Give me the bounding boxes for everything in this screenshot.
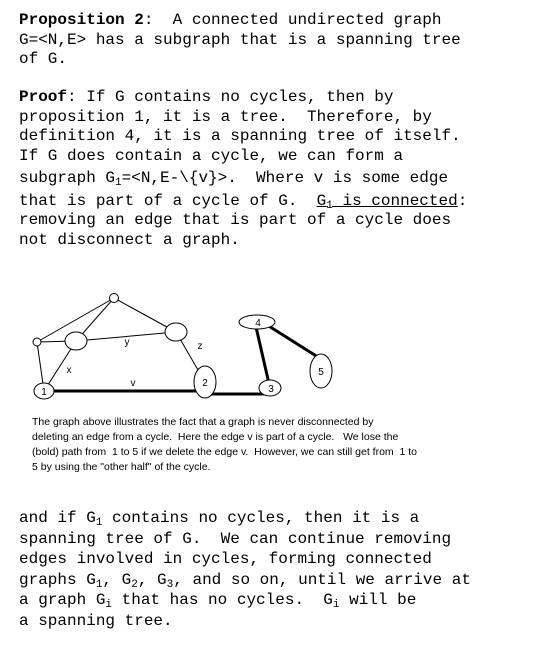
- edge-bold-4-5: [264, 323, 321, 359]
- node-label-2: 2: [202, 378, 208, 389]
- conclusion-text: , and so on, until we arrive at: [173, 570, 471, 589]
- conclusion-line-3: edges involved in cycles, forming connected: [19, 550, 432, 568]
- edge-label-y: y: [124, 337, 130, 348]
- conclusion-text: , G: [102, 570, 132, 589]
- proposition-line-2: G=<N,E> has a subgraph that is a spanning tree: [19, 30, 461, 49]
- proof-line-6: [19, 192, 539, 212]
- proof-text: that is part of a cycle of G.: [19, 191, 317, 210]
- edge-label-v: v: [130, 378, 136, 389]
- figure-caption: [32, 415, 492, 475]
- caption-line: (bold) path from 1 to 5 if we delete the edge v. However, we can still get from 1 to: [32, 446, 417, 458]
- caption-line: deleting an edge from a cycle. Here the edge v is part of a cycle. We lose the: [32, 431, 399, 443]
- proof-line-3: definition 4, it is a spanning tree of itself.: [19, 127, 461, 145]
- proof-line-2: proposition 1, it is a tree. Therefore, by: [19, 107, 432, 126]
- proof-text: G: [316, 191, 327, 210]
- proof-block: [19, 88, 539, 250]
- node-mid: [65, 332, 87, 350]
- node-left: [33, 338, 41, 346]
- conclusion-line-2: spanning tree of G. We can continue removing: [19, 529, 452, 548]
- conclusion-line-5: [19, 590, 539, 611]
- conclusion-text: and if G: [19, 509, 96, 527]
- proposition-line-1: [19, 11, 539, 31]
- proof-line-8: not disconnect a graph.: [19, 230, 240, 249]
- caption-line: The graph above illustrates the fact that a graph is never disconnected by: [32, 416, 374, 428]
- proof-text: is connected: [332, 191, 458, 210]
- conclusion-text: will be: [339, 591, 417, 609]
- subscript: 1: [326, 199, 333, 212]
- conclusion-text: contains no cycles, then it is a: [102, 509, 420, 527]
- conclusion-line-1: [19, 508, 539, 529]
- underlined-claim: [317, 192, 458, 210]
- conclusion-text: a graph G: [19, 591, 106, 609]
- proof-text: : If G contains no cycles, then by: [67, 88, 394, 106]
- proof-text: :: [457, 191, 468, 210]
- subscript: 1: [95, 578, 103, 591]
- node-right: [165, 323, 187, 341]
- subscript: 1: [95, 517, 103, 529]
- node-label-3: 3: [268, 384, 274, 395]
- edge-label-z: z: [197, 341, 203, 352]
- conclusion-line-6: a spanning tree.: [19, 611, 173, 630]
- proposition-label: Proposition 2: [19, 11, 144, 29]
- node-top: [110, 294, 119, 303]
- subscript: 2: [131, 578, 138, 591]
- conclusion-text: , G: [137, 570, 167, 589]
- subscript: i: [332, 599, 340, 611]
- conclusion-text: that has no cycles. G: [112, 591, 333, 609]
- subscript: 1: [115, 177, 122, 189]
- proof-text: subgraph G: [19, 169, 116, 187]
- proof-label: Proof: [19, 88, 68, 106]
- proof-line-4: If G does contain a cycle, we can form a: [19, 146, 404, 165]
- proof-text: =<N,E-\{v}>. Where v is some edge: [121, 169, 449, 187]
- proof-line-7: removing an edge that is part of a cycle does: [19, 211, 452, 229]
- proposition-block: [19, 11, 539, 70]
- proof-line-5: [19, 169, 539, 189]
- conclusion-block: [19, 508, 539, 631]
- proposition-line-3: of G.: [19, 50, 68, 68]
- graph-figure: [0, 285, 553, 410]
- conclusion-text: graphs G: [19, 570, 96, 589]
- caption-line: 5 by using the "other half" of the cycle.: [32, 461, 211, 473]
- conclusion-line-4: [19, 570, 539, 591]
- node-label-4: 4: [255, 318, 261, 329]
- edge-bold-3-4: [256, 327, 270, 388]
- proposition-text: : A connected undirected graph: [143, 11, 442, 29]
- node-label-1: 1: [41, 387, 47, 398]
- subscript: 3: [166, 578, 174, 591]
- node-label-5: 5: [318, 367, 324, 378]
- proof-line-1: [19, 88, 539, 108]
- edge-label-x: x: [66, 365, 72, 376]
- subscript: i: [105, 599, 113, 611]
